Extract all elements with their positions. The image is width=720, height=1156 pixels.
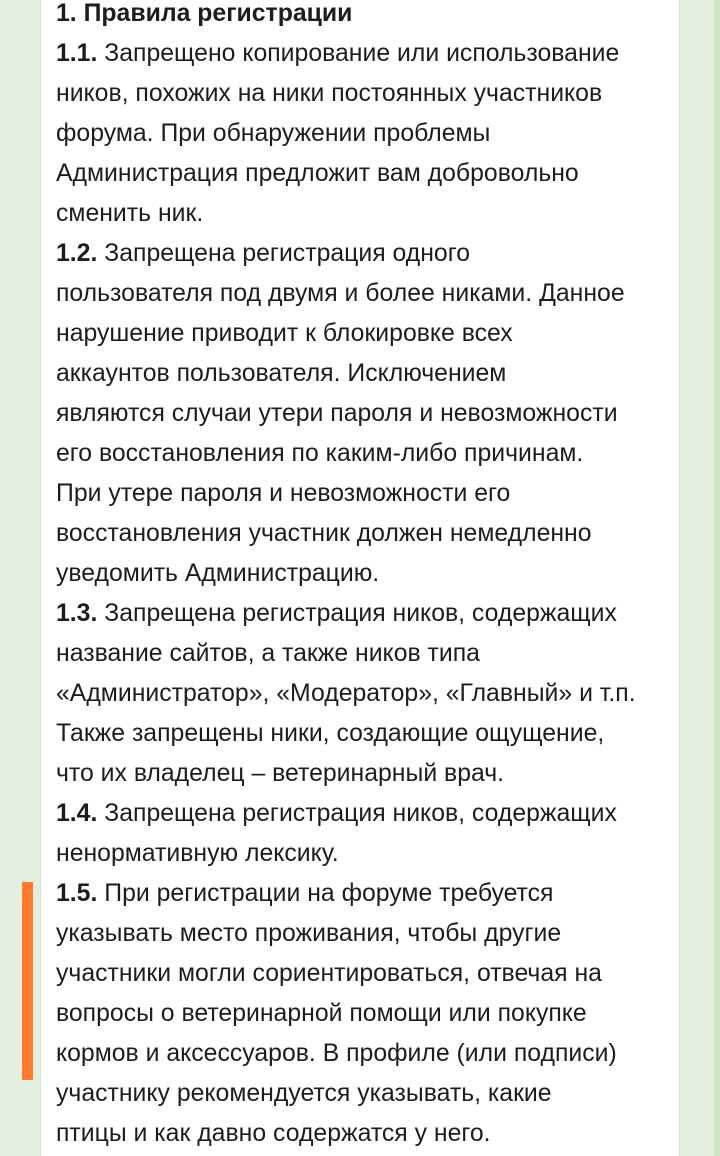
rule-highlight-marker xyxy=(22,882,33,1080)
rules-content xyxy=(56,0,676,1154)
rule-number: 1.5. xyxy=(56,880,98,907)
rule-1-1 xyxy=(56,34,676,234)
rule-line: При утере пароля и невозможности его xyxy=(56,480,511,507)
rule-line xyxy=(56,234,676,274)
right-rail xyxy=(714,0,720,1156)
rule-1-2 xyxy=(56,234,676,594)
rule-line: ников, похожих на ники постоянных участников xyxy=(56,80,603,107)
rule-line: Администрация предложит вам добровольно xyxy=(56,160,579,187)
rule-number: 1.4. xyxy=(56,800,98,827)
rule-1-5 xyxy=(56,874,676,1154)
rule-line: его восстановления по каким-либо причинам. xyxy=(56,440,584,467)
rule-line: вопросы о ветеринарной помощи или покупке xyxy=(56,1000,587,1027)
rule-line: нарушение приводит к блокировке всех xyxy=(56,320,513,347)
rule-line: уведомить Администрацию. xyxy=(56,560,380,587)
rule-line xyxy=(56,794,676,834)
section-heading: 1. Правила регистрации xyxy=(56,0,353,27)
rule-line xyxy=(56,594,676,634)
rule-text: При регистрации на форуме требуется xyxy=(97,880,554,907)
rule-text: Запрещено копирование или использование xyxy=(97,40,620,67)
rule-line: участнику рекомендуется указывать, какие xyxy=(56,1080,552,1107)
rule-text: Запрещена регистрация ников, содержащих xyxy=(97,800,617,827)
rule-1-4 xyxy=(56,794,676,874)
rule-line: восстановления участник должен немедленно xyxy=(56,520,592,547)
rule-line: участники могли сориентироваться, отвечая на xyxy=(56,960,602,987)
rule-line: что их владелец – ветеринарный врач. xyxy=(56,760,505,787)
rule-line xyxy=(56,874,676,914)
rule-line: указывать место проживания, чтобы другие xyxy=(56,920,562,947)
rule-number: 1.3. xyxy=(56,600,98,627)
rule-line: аккаунтов пользователя. Исключением xyxy=(56,360,507,387)
rule-1-3 xyxy=(56,594,676,794)
rule-text: Запрещена регистрация одного xyxy=(97,240,471,267)
rule-line: Также запрещены ники, создающие ощущение, xyxy=(56,720,605,747)
rule-number: 1.2. xyxy=(56,240,98,267)
rule-line: птицы и как давно содержатся у него. xyxy=(56,1120,491,1147)
rule-line: форума. При обнаружении проблемы xyxy=(56,120,491,147)
rule-line: «Администратор», «Модератор», «Главный» и т.п. xyxy=(56,680,636,707)
rule-line xyxy=(56,34,676,74)
rule-line: ненормативную лексику. xyxy=(56,840,339,867)
rule-number: 1.1. xyxy=(56,40,98,67)
rule-line: кормов и аксессуаров. В профиле (или подписи) xyxy=(56,1040,617,1067)
rule-line: пользователя под двумя и более никами. Данное xyxy=(56,280,625,307)
rule-line: название сайтов, а также ников типа xyxy=(56,640,480,667)
rule-text: Запрещена регистрация ников, содержащих xyxy=(97,600,617,627)
rule-line: сменить ник. xyxy=(56,200,204,227)
rule-line: являются случаи утери пароля и невозможности xyxy=(56,400,618,427)
